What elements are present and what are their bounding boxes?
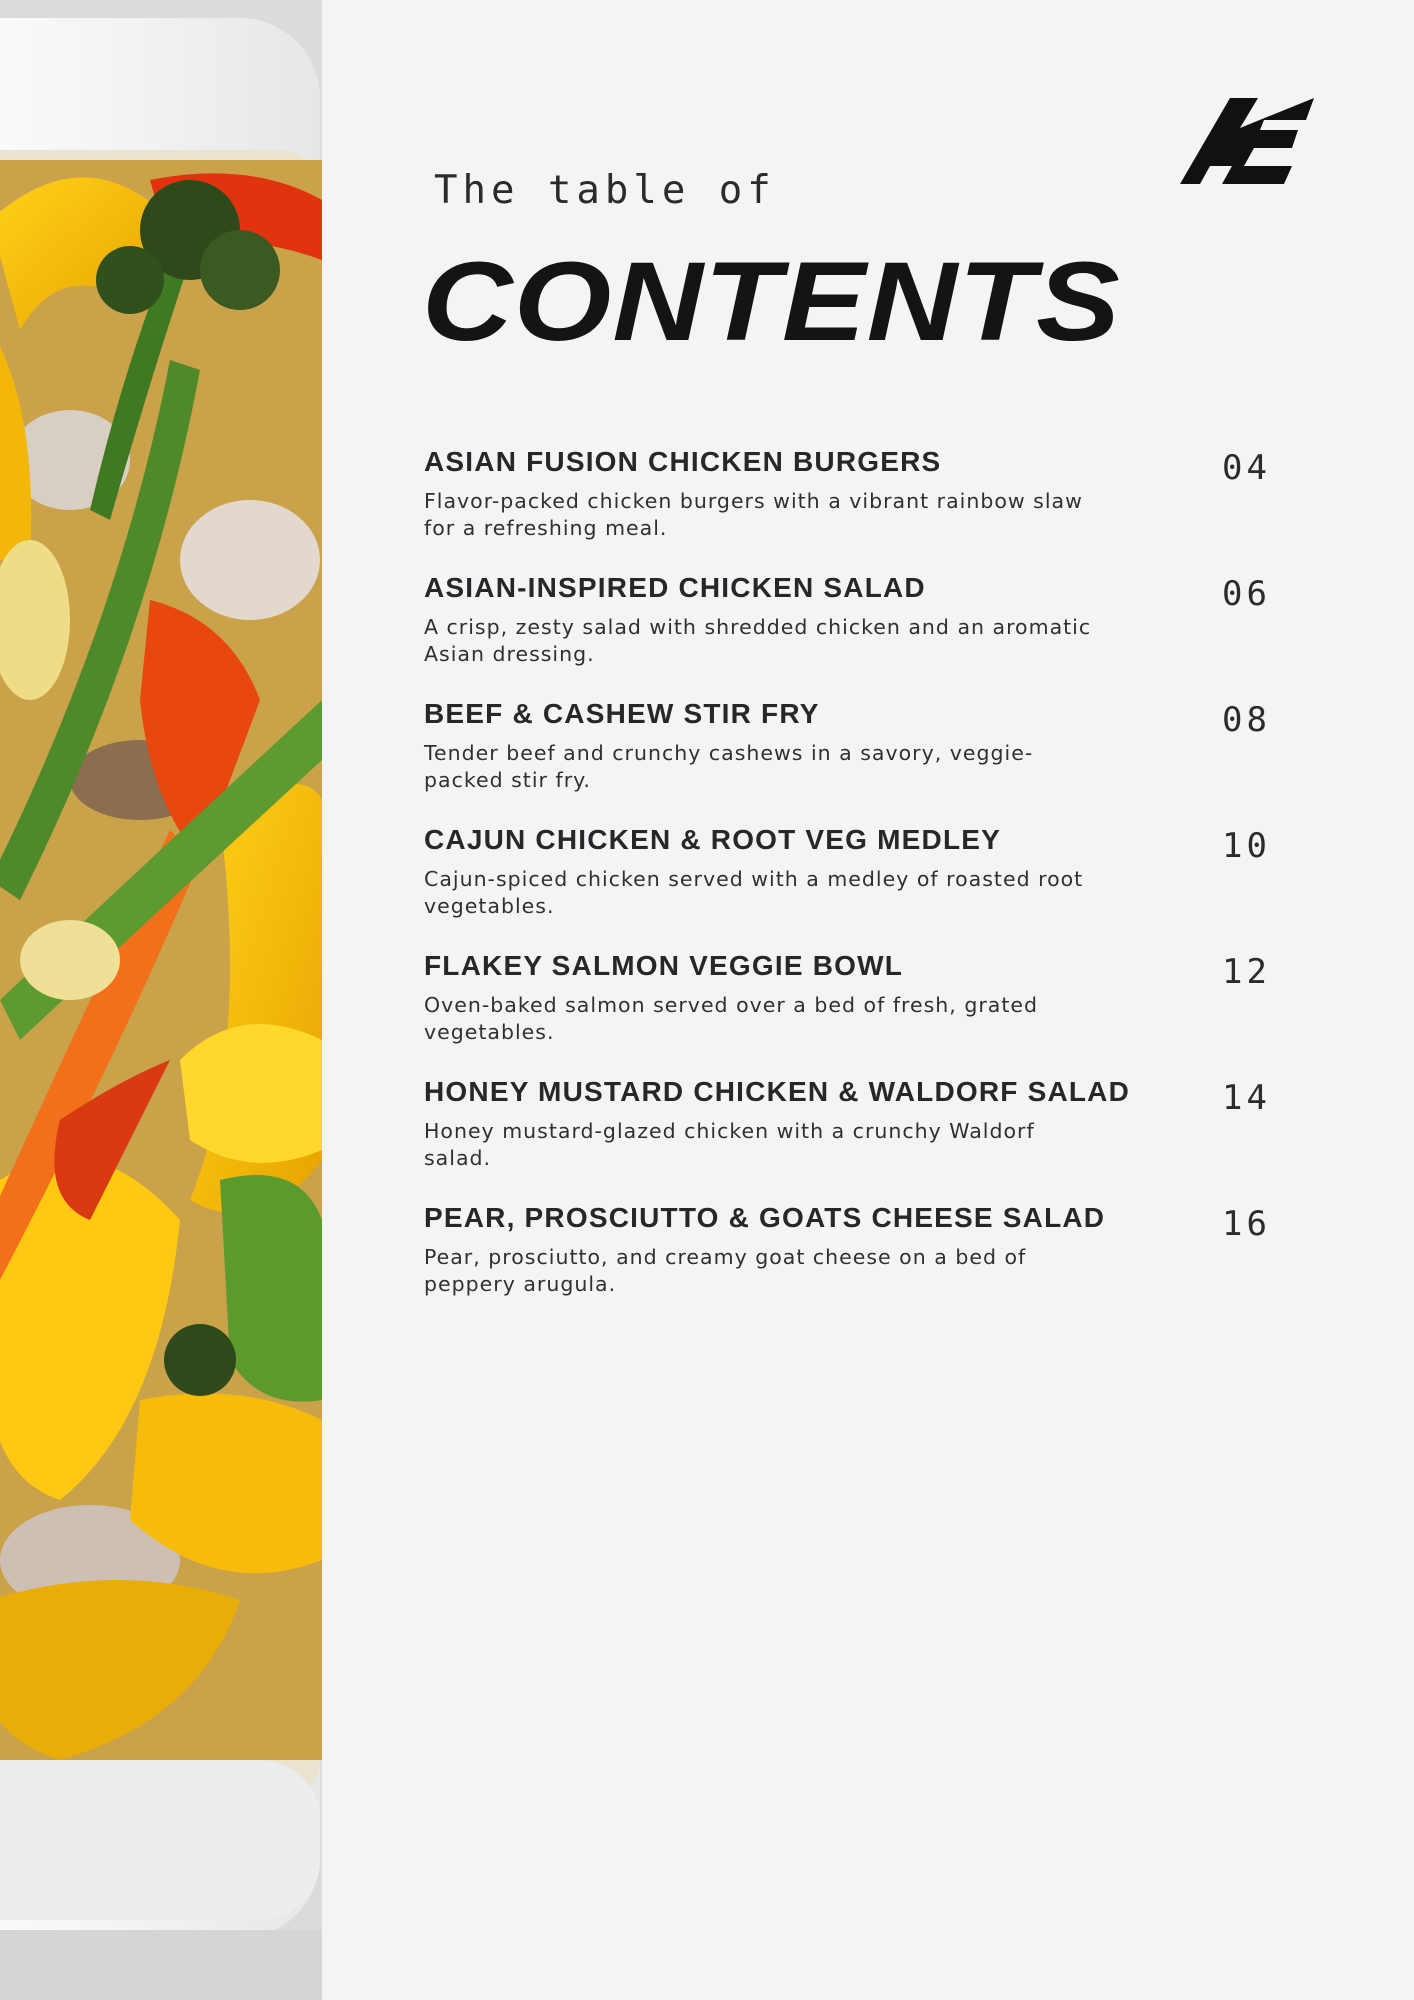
- entry-description: Tender beef and crunchy cashews in a savory, veggie-packed stir fry.: [424, 741, 1034, 792]
- entry-page-number: 10: [1222, 826, 1271, 866]
- entry-title: PEAR, PROSCIUTTO & GOATS CHEESE SALAD: [424, 1202, 1106, 1233]
- entry-description: Cajun-spiced chicken served with a medley of roasted root vegetables.: [424, 867, 1084, 918]
- af-logo-mark: [1180, 98, 1314, 184]
- af-logo-icon: [1180, 98, 1314, 184]
- entry-description: Honey mustard-glazed chicken with a crunchy Waldorf salad.: [424, 1119, 1035, 1170]
- page-title: CONTENTS: [422, 239, 1121, 364]
- toc-entry[interactable]: [424, 444, 1304, 570]
- entry-description: Pear, prosciutto, and creamy goat cheese on a bed of peppery arugula.: [424, 1245, 1027, 1296]
- vegetable-bowl-photo: [0, 0, 322, 2000]
- entry-description: Flavor-packed chicken burgers with a vibrant rainbow slaw for a refreshing meal.: [424, 489, 1083, 540]
- entry-page-number: 06: [1222, 574, 1271, 614]
- entry-page-number: 16: [1222, 1204, 1271, 1244]
- entry-page-number: 08: [1222, 700, 1271, 740]
- table-of-contents: [424, 444, 1304, 1326]
- page-subtitle: The table of: [434, 168, 776, 213]
- entry-title: ASIAN-INSPIRED CHICKEN SALAD: [424, 572, 926, 603]
- entry-description: Oven-baked salmon served over a bed of fresh, grated vegetables.: [424, 993, 1038, 1044]
- entry-page-number: 04: [1222, 448, 1271, 488]
- vegetable-bowl-image: [0, 0, 322, 2000]
- toc-entry[interactable]: [424, 948, 1304, 1074]
- entry-title: HONEY MUSTARD CHICKEN & WALDORF SALAD: [424, 1076, 1131, 1107]
- toc-entry[interactable]: [424, 570, 1304, 696]
- entry-title: BEEF & CASHEW STIR FRY: [424, 698, 820, 729]
- toc-entry[interactable]: [424, 696, 1304, 822]
- entry-title: ASIAN FUSION CHICKEN BURGERS: [424, 446, 942, 477]
- entry-page-number: 14: [1222, 1078, 1271, 1118]
- toc-entry[interactable]: [424, 1074, 1304, 1200]
- entry-title: CAJUN CHICKEN & ROOT VEG MEDLEY: [424, 824, 1002, 855]
- entry-description: A crisp, zesty salad with shredded chicken and an aromatic Asian dressing.: [424, 615, 1092, 666]
- entry-title: FLAKEY SALMON VEGGIE BOWL: [424, 950, 904, 981]
- entry-page-number: 12: [1222, 952, 1271, 992]
- toc-entry[interactable]: [424, 822, 1304, 948]
- toc-entry[interactable]: [424, 1200, 1304, 1326]
